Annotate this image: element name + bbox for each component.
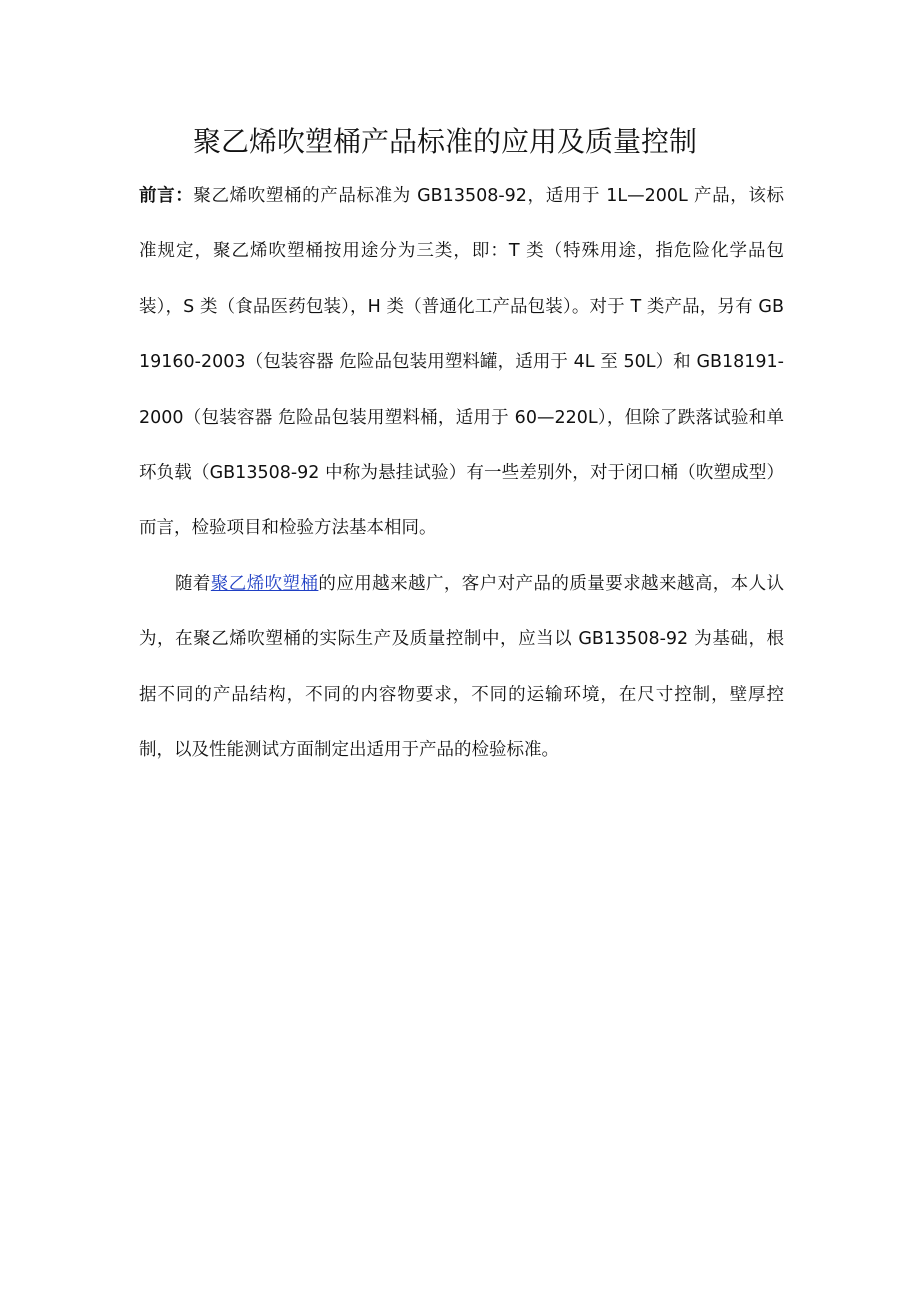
paragraph2-lead-text: 随着	[175, 573, 211, 594]
product-link[interactable]: 聚乙烯吹塑桶	[210, 573, 319, 594]
paragraph-application	[139, 557, 784, 779]
paragraph2-body-text: 的应用越来越广，客户对产品的质量要求越来越高，本人认为，在聚乙烯吹塑桶的实际生产及质量控制中，应当以 GB13508-92 为基础，根据不同的产品结构，不同的内容物要求，不同的运输环境，在尺寸控制，壁厚控制，以及性能测试方面制定出适用于产品的检验标准。	[139, 573, 785, 761]
document-title: 聚乙烯吹塑桶产品标准的应用及质量控制	[192, 125, 697, 158]
document-body	[139, 169, 784, 778]
preface-label: 前言：	[139, 186, 194, 206]
paragraph-preface	[139, 169, 784, 557]
preface-text: 聚乙烯吹塑桶的产品标准为 GB13508-92，适用于 1L—200L 产品，该标准规定，聚乙烯吹塑桶按用途分为三类，即：T 类（特殊用途，指危险化学品包装），S 类（食品医药包装），H 类（普通化工产品包装）。对于 T 类产品，另有 GB19160-2003（包装容器 危险品包装用塑料罐，适用于 4L 至 50L）和 GB18191-2000（包装容器 危险品包装用塑料桶，适用于 60—220L），但除了跌落试验和单环负载（GB13508-92 中称为悬挂试验）有一些差别外，对于闭口桶（吹塑成型）而言，检验项目和检验方法基本相同。	[139, 186, 785, 539]
